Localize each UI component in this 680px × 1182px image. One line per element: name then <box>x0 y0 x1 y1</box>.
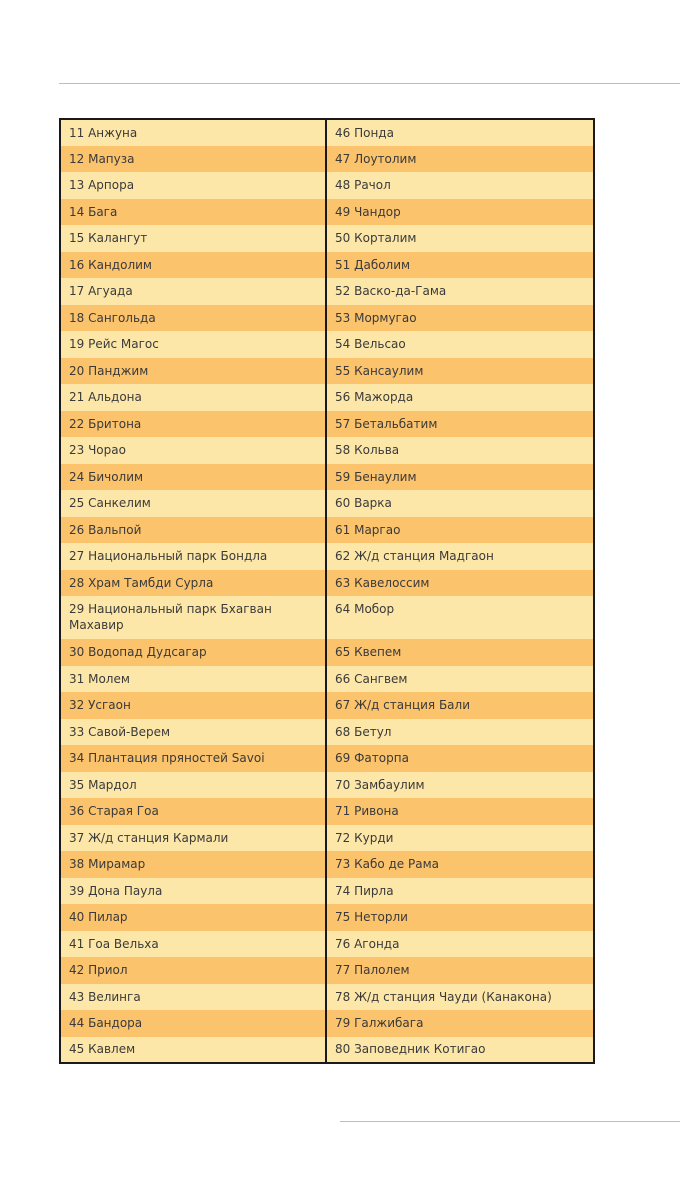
bottom-rule <box>340 1121 680 1122</box>
place-cell-left: 37 Ж/д станция Кармали <box>60 825 326 852</box>
place-cell-left: 35 Мардол <box>60 772 326 799</box>
place-cell-left: 16 Кандолим <box>60 252 326 279</box>
place-cell-right: 64 Мобор <box>326 596 594 639</box>
place-cell-right: 70 Замбаулим <box>326 772 594 799</box>
place-cell-left: 43 Велинга <box>60 984 326 1011</box>
place-cell-right: 78 Ж/д станция Чауди (Канакона) <box>326 984 594 1011</box>
table-row <box>60 692 594 719</box>
place-cell-left: 11 Анжуна <box>60 119 326 146</box>
place-cell-right: 67 Ж/д станция Бали <box>326 692 594 719</box>
place-cell-right: 55 Кансаулим <box>326 358 594 385</box>
place-cell-left: 42 Приол <box>60 957 326 984</box>
table-row <box>60 225 594 252</box>
table-row <box>60 957 594 984</box>
table-row <box>60 931 594 958</box>
place-cell-left: 21 Альдона <box>60 384 326 411</box>
place-cell-right: 74 Пирла <box>326 878 594 905</box>
place-cell-left: 25 Санкелим <box>60 490 326 517</box>
place-cell-right: 50 Корталим <box>326 225 594 252</box>
table-row <box>60 172 594 199</box>
place-cell-left: 31 Молем <box>60 666 326 693</box>
table-row <box>60 878 594 905</box>
place-cell-right: 75 Неторли <box>326 904 594 931</box>
table-row <box>60 517 594 544</box>
place-cell-left: 44 Бандора <box>60 1010 326 1037</box>
table-row <box>60 384 594 411</box>
place-cell-left: 33 Савой-Верем <box>60 719 326 746</box>
table-row <box>60 278 594 305</box>
table-row <box>60 146 594 173</box>
table-row <box>60 798 594 825</box>
places-table <box>59 118 595 1064</box>
place-cell-right: 47 Лоутолим <box>326 146 594 173</box>
place-cell-left: 20 Панджим <box>60 358 326 385</box>
place-cell-left: 14 Бага <box>60 199 326 226</box>
table-row <box>60 745 594 772</box>
place-cell-right: 56 Мажорда <box>326 384 594 411</box>
place-cell-left: 24 Бичолим <box>60 464 326 491</box>
table-row <box>60 119 594 146</box>
place-cell-left: 41 Гоа Вельха <box>60 931 326 958</box>
place-cell-left: 18 Сангольда <box>60 305 326 332</box>
place-cell-right: 73 Кабо де Рама <box>326 851 594 878</box>
place-cell-right: 58 Кольва <box>326 437 594 464</box>
table-row <box>60 464 594 491</box>
table-row <box>60 437 594 464</box>
place-cell-right: 61 Маргао <box>326 517 594 544</box>
place-cell-right: 63 Кавелоссим <box>326 570 594 597</box>
place-cell-left: 19 Рейс Магос <box>60 331 326 358</box>
place-cell-right: 51 Даболим <box>326 252 594 279</box>
table-row <box>60 252 594 279</box>
place-cell-right: 54 Вельсао <box>326 331 594 358</box>
place-cell-right: 77 Палолем <box>326 957 594 984</box>
table-row <box>60 358 594 385</box>
table-row <box>60 1037 594 1064</box>
table-row <box>60 305 594 332</box>
place-cell-left: 27 Национальный парк Бондла <box>60 543 326 570</box>
table-row <box>60 825 594 852</box>
place-cell-right: 49 Чандор <box>326 199 594 226</box>
place-cell-right: 79 Галжибага <box>326 1010 594 1037</box>
place-cell-right: 69 Фаторпа <box>326 745 594 772</box>
place-cell-left: 15 Калангут <box>60 225 326 252</box>
place-cell-left: 12 Мапуза <box>60 146 326 173</box>
table-row <box>60 543 594 570</box>
table-row <box>60 1010 594 1037</box>
table-row <box>60 411 594 438</box>
places-table-body <box>60 119 594 1063</box>
place-cell-right: 66 Сангвем <box>326 666 594 693</box>
place-cell-right: 71 Ривона <box>326 798 594 825</box>
place-cell-left: 23 Чорао <box>60 437 326 464</box>
place-cell-right: 60 Варка <box>326 490 594 517</box>
place-cell-left: 28 Храм Тамбди Сурла <box>60 570 326 597</box>
place-cell-left: 40 Пилар <box>60 904 326 931</box>
place-cell-right: 65 Квепем <box>326 639 594 666</box>
place-cell-left: 34 Плантация пряностей Savoi <box>60 745 326 772</box>
place-cell-left: 39 Дона Паула <box>60 878 326 905</box>
place-cell-right: 53 Мормугао <box>326 305 594 332</box>
place-cell-right: 68 Бетул <box>326 719 594 746</box>
place-cell-left: 17 Агуада <box>60 278 326 305</box>
table-row <box>60 984 594 1011</box>
place-cell-right: 46 Понда <box>326 119 594 146</box>
place-cell-left: 36 Старая Гоа <box>60 798 326 825</box>
place-cell-right: 59 Бенаулим <box>326 464 594 491</box>
table-row <box>60 596 594 639</box>
place-cell-left: 26 Вальпой <box>60 517 326 544</box>
place-cell-right: 80 Заповедник Котигао <box>326 1037 594 1064</box>
table-row <box>60 199 594 226</box>
place-cell-right: 62 Ж/д станция Мадгаон <box>326 543 594 570</box>
place-cell-right: 57 Бетальбатим <box>326 411 594 438</box>
table-row <box>60 331 594 358</box>
place-cell-left: 22 Бритона <box>60 411 326 438</box>
table-row <box>60 490 594 517</box>
table-row <box>60 666 594 693</box>
table-row <box>60 904 594 931</box>
place-cell-right: 48 Рачол <box>326 172 594 199</box>
place-cell-left: 38 Мирамар <box>60 851 326 878</box>
table-row <box>60 570 594 597</box>
place-cell-left: 45 Кавлем <box>60 1037 326 1064</box>
place-cell-left: 13 Арпора <box>60 172 326 199</box>
table-row <box>60 851 594 878</box>
place-cell-right: 76 Агонда <box>326 931 594 958</box>
place-cell-left: 30 Водопад Дудсагар <box>60 639 326 666</box>
place-cell-left: 29 Национальный парк Бхагван Махавир <box>60 596 326 639</box>
table-row <box>60 639 594 666</box>
place-cell-right: 72 Курди <box>326 825 594 852</box>
top-rule <box>59 83 680 84</box>
place-cell-left: 32 Усгаон <box>60 692 326 719</box>
table-row <box>60 772 594 799</box>
table-row <box>60 719 594 746</box>
place-cell-right: 52 Васко-да-Гама <box>326 278 594 305</box>
